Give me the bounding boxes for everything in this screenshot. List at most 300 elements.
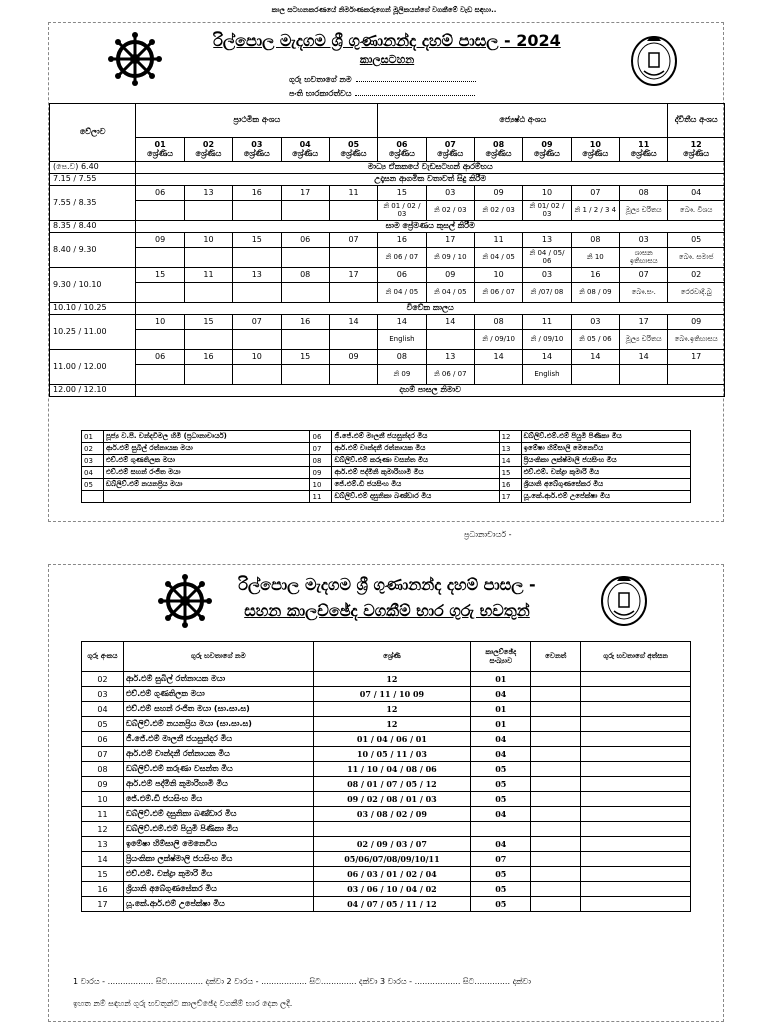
staff-number: 04 xyxy=(82,467,104,479)
signature-cell xyxy=(581,762,691,777)
teacher-number-cell: 06 xyxy=(378,268,426,283)
teacher-number-cell: 03 xyxy=(620,233,668,248)
grade-number: 12 xyxy=(690,140,702,150)
teacher-number-cell: 15 xyxy=(233,233,281,248)
other-header: වෙනත් xyxy=(531,642,581,672)
time-cell: 9.30 / 10.10 xyxy=(50,268,136,303)
staff-number: 07 xyxy=(310,443,332,455)
timetable-row xyxy=(50,315,725,330)
page-subtitle: කාලසටහන xyxy=(359,53,415,66)
time-cell: 7.55 / 8.35 xyxy=(50,186,136,221)
grade-header xyxy=(474,138,522,162)
other-cell xyxy=(531,897,581,912)
teacher-name: එච්.එම්. චන්ද්‍රා කුමාරි මිය xyxy=(123,867,313,882)
grade-label: ශ්‍රේණිය xyxy=(437,148,464,158)
other-cell xyxy=(531,762,581,777)
grade-label: ශ්‍රේණිය xyxy=(534,148,560,158)
signature-cell xyxy=(581,792,691,807)
teacher-name: ඩබ්ලිව්.එම්.එම් පියුමි පිණිකා මිය xyxy=(123,822,313,837)
teacher-grades: 07 / 11 / 10 09 xyxy=(313,687,471,702)
subject-cell xyxy=(184,365,232,385)
teacher-number: 10 xyxy=(82,792,124,807)
teacher-grades: 03 / 06 / 10 / 04 / 02 xyxy=(313,882,471,897)
staff-name: ඩබ්ලිව්.එම්.එම් පියුමි පිණිකා මිය xyxy=(521,431,690,443)
subject-cell xyxy=(281,330,329,350)
timetable-banner-row xyxy=(50,303,725,315)
teacher-number: 07 xyxy=(82,747,124,762)
signature-cell xyxy=(581,702,691,717)
subject-cell: නි /07/ 08 xyxy=(523,283,571,303)
teacher-number-cell: 11 xyxy=(329,186,377,201)
teacher-number-cell: 17 xyxy=(281,186,329,201)
time-cell: 12.00 / 12.10 xyxy=(50,385,136,397)
grade-label: ශ්‍රේණිය xyxy=(195,148,222,158)
teacher-row xyxy=(82,822,691,837)
grade-number: 04 xyxy=(299,140,311,150)
other-cell xyxy=(531,732,581,747)
teacher-number: 14 xyxy=(82,852,124,867)
subject-cell xyxy=(233,283,281,303)
teacher-number-cell: 06 xyxy=(136,350,184,365)
timetable-row xyxy=(50,350,725,365)
time-header: වේලාව xyxy=(50,104,136,162)
primary-section-header: ප්‍රාථමික අංශය xyxy=(136,104,378,138)
teacher-row xyxy=(82,852,691,867)
subject-cell xyxy=(281,248,329,268)
subject-cell xyxy=(233,248,281,268)
subject-cell: English xyxy=(523,365,571,385)
teacher-row xyxy=(82,687,691,702)
page-title: රිල්පොල මැදගම ශ්‍රී ගුණානන්ද දහම් පාසල - 2024 xyxy=(213,31,561,50)
teacher-number-cell: 03 xyxy=(523,268,571,283)
staff-number: 09 xyxy=(310,467,332,479)
subject-cell: නි 02 / 03 xyxy=(474,201,522,221)
grade-label: ශ්‍රේණිය xyxy=(683,148,710,158)
teacher-grades: 12 xyxy=(313,717,471,732)
teacher-number-cell: 09 xyxy=(668,315,725,330)
teacher-number-cell: 07 xyxy=(233,315,281,330)
timetable xyxy=(49,103,725,397)
teacher-grades: 01 / 04 / 06 / 01 xyxy=(313,732,471,747)
teacher-row xyxy=(82,882,691,897)
other-cell xyxy=(531,687,581,702)
subject-cell: නි 06 / 07 xyxy=(474,283,522,303)
banner-cell: සාම ප්‍රේමණය කුසල් කිරීම xyxy=(136,221,725,233)
staff-list xyxy=(81,430,691,503)
signature-cell xyxy=(581,897,691,912)
timetable-subrow xyxy=(50,248,725,268)
teacher-number-cell: 02 xyxy=(668,268,725,283)
teacher-number-cell: 07 xyxy=(620,268,668,283)
period-count: 04 xyxy=(471,807,531,822)
grade-label: ශ්‍රේණිය xyxy=(388,148,415,158)
teacher-number-cell: 07 xyxy=(329,233,377,248)
teacher-row xyxy=(82,897,691,912)
teacher-grades: 02 / 09 / 03 / 07 xyxy=(313,837,471,852)
teacher-grades: 08 / 01 / 07 / 05 / 12 xyxy=(313,777,471,792)
subject-cell xyxy=(329,201,377,221)
grade-label: ශ්‍රේණිය xyxy=(147,148,174,158)
teacher-name: ඩබ්ලිව්.එම් කරුණා වසන්ත මිය xyxy=(123,762,313,777)
subject-cell: නි 06 / 07 xyxy=(426,365,474,385)
teacher-number-cell: 14 xyxy=(426,315,474,330)
teacher-number-cell: 14 xyxy=(620,350,668,365)
teacher-number-cell: 13 xyxy=(184,186,232,201)
period-count-header: කාලච්ඡේද සංඛ්‍යාව xyxy=(471,642,531,672)
grades-header: ශ්‍රේණි xyxy=(313,642,471,672)
teacher-name: ශ්‍රියානි අබේගුණසේකර මිය xyxy=(123,882,313,897)
grade-label: ශ්‍රේණිය xyxy=(292,148,319,158)
signature-cell xyxy=(581,687,691,702)
teacher-grades: 10 / 05 / 11 / 03 xyxy=(313,747,471,762)
teacher-number-cell: 15 xyxy=(378,186,426,201)
teacher-number-cell: 17 xyxy=(668,350,725,365)
teacher-name: ආර්.එම් පද්මිනි කුමාරිහාමි මිය xyxy=(123,777,313,792)
teacher-number-cell: 09 xyxy=(329,350,377,365)
staff-name: එච්.එම්. චන්ද්‍රා කුමාරි මිය xyxy=(521,467,690,479)
teacher-number-cell: 17 xyxy=(329,268,377,283)
teacher-row xyxy=(82,762,691,777)
subject-cell xyxy=(184,248,232,268)
grade-number: 03 xyxy=(251,140,263,150)
time-cell: (පෙ.ව) 6.40 xyxy=(50,162,136,174)
grade-label: ශ්‍රේණිය xyxy=(243,148,270,158)
staff-name xyxy=(104,491,310,503)
confirmation-line: ඉහත නම් සඳහන් ගුරු භවතුන්ට කාලච්ඡේද වගකීම් භාර දෙන ලදී. xyxy=(73,999,293,1008)
teacher-number-cell: 11 xyxy=(474,233,522,248)
page-title: රිල්පොල මැදගම ශ්‍රී ගුණානන්ද දහම් පාසල - xyxy=(238,575,536,594)
subject-cell xyxy=(233,365,281,385)
teacher-responsibility-page xyxy=(48,564,724,1022)
subject-cell: නි 09 / 10 xyxy=(426,248,474,268)
signature-cell xyxy=(581,717,691,732)
teacher-number-cell: 13 xyxy=(233,268,281,283)
other-cell xyxy=(531,837,581,852)
teacher-number-cell: 08 xyxy=(281,268,329,283)
staff-name: ඩබ්ලිව්.එම් නයනප්‍රිය මයා xyxy=(104,479,310,491)
teacher-number-cell: 10 xyxy=(474,268,522,283)
teacher-number-cell: 16 xyxy=(184,350,232,365)
staff-number xyxy=(82,491,104,503)
subject-cell: නි 05 / 06 xyxy=(571,330,619,350)
subject-cell xyxy=(281,201,329,221)
subject-cell xyxy=(136,201,184,221)
grade-number: 06 xyxy=(396,140,408,150)
subject-cell xyxy=(233,201,281,221)
other-cell xyxy=(531,882,581,897)
banner-cell: විවේක කාලය xyxy=(136,303,725,315)
signature-cell xyxy=(581,837,691,852)
banner-cell: මාධ්‍ය ඒකකයේ වැඩසටහන් ආරම්භය xyxy=(136,162,725,174)
teacher-number: 02 xyxy=(82,672,124,687)
subject-cell: නි 01 / 02 / 03 xyxy=(378,201,426,221)
subject-cell: නි 10 xyxy=(571,248,619,268)
teacher-grades: 06 / 03 / 01 / 02 / 04 xyxy=(313,867,471,882)
grade-header xyxy=(184,138,232,162)
teacher-row xyxy=(82,702,691,717)
subject-cell: නි 04 / 05 xyxy=(378,283,426,303)
teacher-number-cell: 14 xyxy=(329,315,377,330)
subject-cell: බෞ.ඉතිහාසය xyxy=(668,330,725,350)
teacher-number-cell: 10 xyxy=(523,186,571,201)
teacher-number-cell: 03 xyxy=(426,186,474,201)
subject-cell: නි 1 / 2 / 3 4 xyxy=(571,201,619,221)
subject-cell: නි 04 / 05/ 06 xyxy=(523,248,571,268)
secondary-section-header: ද්විතීය අංශය xyxy=(668,104,725,138)
subject-cell xyxy=(329,283,377,303)
teacher-number-cell: 10 xyxy=(233,350,281,365)
staff-number: 01 xyxy=(82,431,104,443)
subject-cell xyxy=(184,201,232,221)
timetable-banner-row xyxy=(50,221,725,233)
junior-section-header: ජ්‍යෙෂ්ඨ අංශය xyxy=(378,104,668,138)
time-cell: 7.15 / 7.55 xyxy=(50,174,136,186)
staff-name: එච්.එම් ගුණතිලක මයා xyxy=(104,455,310,467)
teacher-name: ඩබ්ලිව්.එම් නයනප්‍රිය මයා (සා.සා.ස) xyxy=(123,717,313,732)
period-count xyxy=(471,822,531,837)
staff-row xyxy=(82,455,691,467)
other-cell xyxy=(531,867,581,882)
teacher-number-cell: 09 xyxy=(426,268,474,283)
grade-number: 10 xyxy=(589,140,601,150)
signature-cell xyxy=(581,852,691,867)
subject-cell: මූල්‍ය චරිතය xyxy=(620,201,668,221)
subject-cell: බෞ. සමාජ xyxy=(668,248,725,268)
teacher-number: 13 xyxy=(82,837,124,852)
period-count: 05 xyxy=(471,867,531,882)
teacher-row xyxy=(82,867,691,882)
timetable-row xyxy=(50,268,725,283)
staff-number: 10 xyxy=(310,479,332,491)
signature-cell xyxy=(581,882,691,897)
teacher-name: ජී.ජේ.එම් මාලනී ජයසුන්දර මිය xyxy=(123,732,313,747)
subject-cell: බෞ.සං. xyxy=(620,283,668,303)
teacher-number: 09 xyxy=(82,777,124,792)
teacher-row xyxy=(82,672,691,687)
staff-number: 03 xyxy=(82,455,104,467)
grade-number: 02 xyxy=(202,140,215,150)
grade-header xyxy=(136,138,184,162)
other-cell xyxy=(531,792,581,807)
staff-number: 02 xyxy=(82,443,104,455)
teacher-grades: 05/06/07/08/09/10/11 xyxy=(313,852,471,867)
subject-cell xyxy=(136,330,184,350)
subject-cell: නි 04 / 05 xyxy=(474,248,522,268)
other-cell xyxy=(531,777,581,792)
teacher-row xyxy=(82,717,691,732)
teacher-number-cell: 16 xyxy=(233,186,281,201)
signature-cell xyxy=(581,732,691,747)
timetable-page xyxy=(48,22,724,522)
timetable-banner-row xyxy=(50,174,725,186)
period-count: 04 xyxy=(471,732,531,747)
subject-cell: නි / 09/10 xyxy=(523,330,571,350)
subject-cell xyxy=(474,365,522,385)
teacher-name: ඩබ්ලිව්.එම් දසුනිකා බණ්ඩාර මිය xyxy=(123,807,313,822)
teacher-row xyxy=(82,837,691,852)
teacher-number: 12 xyxy=(82,822,124,837)
teacher-grades xyxy=(313,822,471,837)
time-cell: 10.10 / 10.25 xyxy=(50,303,136,315)
subject-cell xyxy=(136,365,184,385)
teacher-number-cell: 15 xyxy=(184,315,232,330)
teacher-number: 04 xyxy=(82,702,124,717)
timetable-subrow xyxy=(50,365,725,385)
teacher-row xyxy=(82,732,691,747)
period-count: 01 xyxy=(471,672,531,687)
staff-number: 14 xyxy=(499,455,521,467)
teacher-grades: 11 / 10 / 04 / 08 / 06 xyxy=(313,762,471,777)
teacher-number-cell: 15 xyxy=(281,350,329,365)
teacher-number-header: ගුරු අංකය xyxy=(82,642,124,672)
staff-name: ඉමේෂා හිම්සාලි මෙනෙවිය xyxy=(521,443,690,455)
time-cell: 11.00 / 12.00 xyxy=(50,350,136,385)
period-count: 04 xyxy=(471,747,531,762)
grade-label: ශ්‍රේණිය xyxy=(582,148,609,158)
subject-cell xyxy=(184,283,232,303)
teacher-name: ආර්.එම් සුබිල් රත්නායක මයා xyxy=(123,672,313,687)
teacher-name: යූ.කේ.ආර්.එම් උපේක්ෂා මිය xyxy=(123,897,313,912)
page-subtitle: සහන කාලච්ඡේද වගකීම් භාර ගුරු භවතුන් xyxy=(244,601,530,620)
teacher-row xyxy=(82,747,691,762)
teacher-number-cell: 13 xyxy=(426,350,474,365)
teacher-number-cell: 14 xyxy=(523,350,571,365)
teacher-name: ඉමේෂා හිම්සාලි මෙනෙවිය xyxy=(123,837,313,852)
period-count: 05 xyxy=(471,762,531,777)
period-count: 05 xyxy=(471,777,531,792)
staff-name: ආර්.එම් පද්මිනි කුමාරිහාමි මිය xyxy=(332,467,499,479)
teacher-number-cell: 16 xyxy=(281,315,329,330)
staff-number: 15 xyxy=(499,467,521,479)
teacher-number-cell: 09 xyxy=(136,233,184,248)
teacher-number-cell: 05 xyxy=(668,233,725,248)
teacher-number: 11 xyxy=(82,807,124,822)
other-cell xyxy=(531,672,581,687)
other-cell xyxy=(531,807,581,822)
other-cell xyxy=(531,717,581,732)
staff-row xyxy=(82,491,691,503)
subject-cell xyxy=(136,248,184,268)
teacher-number: 03 xyxy=(82,687,124,702)
staff-name: ඩබ්ලිව්.එම් කරුණා වසන්ත මිය xyxy=(332,455,499,467)
teacher-name: ප්‍රියංකිකා ලක්ෂ්මාලි ජයසිංහ මිය xyxy=(123,852,313,867)
top-note: කාල සටහනකරණයේ නිර්මාණකරුගෙන් මූලිකයන්ගේ වගකීමේ වැඩ සඳහා.. xyxy=(271,6,497,14)
teacher-number: 15 xyxy=(82,867,124,882)
responsibility-table xyxy=(81,641,691,912)
teacher-grades: 12 xyxy=(313,672,471,687)
staff-name: ආර්.එම් සුබිල් රත්නායක මයා xyxy=(104,443,310,455)
teacher-grades: 09 / 02 / 08 / 01 / 03 xyxy=(313,792,471,807)
teacher-number-cell: 11 xyxy=(523,315,571,330)
grade-header xyxy=(378,138,426,162)
grade-header xyxy=(426,138,474,162)
staff-row xyxy=(82,443,691,455)
teacher-number-cell: 17 xyxy=(620,315,668,330)
teacher-number: 06 xyxy=(82,732,124,747)
teacher-number-cell: 08 xyxy=(571,233,619,248)
teacher-number-cell: 06 xyxy=(136,186,184,201)
subject-cell: නි 04 / 05 xyxy=(426,283,474,303)
teacher-number-cell: 10 xyxy=(136,315,184,330)
staff-name: පූජ්‍ය ව.පී. චන්දවිමල හිමි (ප්‍රධානාචාර්ය) xyxy=(104,431,310,443)
teacher-number-cell: 10 xyxy=(184,233,232,248)
subject-cell xyxy=(329,248,377,268)
timetable-subrow xyxy=(50,201,725,221)
timetable-row xyxy=(50,186,725,201)
teacher-name: එච්.එම් සහන් රංජිත මයා (සා.සා.ස) xyxy=(123,702,313,717)
grade-header xyxy=(571,138,619,162)
subject-cell xyxy=(136,283,184,303)
grade-header xyxy=(233,138,281,162)
teacher-number: 08 xyxy=(82,762,124,777)
subject-cell: ශාසන ඉතිහාසය xyxy=(620,248,668,268)
period-count: 07 xyxy=(471,852,531,867)
time-cell: 8.35 / 8.40 xyxy=(50,221,136,233)
grade-header xyxy=(668,138,725,162)
teacher-number-cell: 17 xyxy=(426,233,474,248)
time-cell: 10.25 / 11.00 xyxy=(50,315,136,350)
teacher-number-cell: 16 xyxy=(378,233,426,248)
subject-cell: නි 09 xyxy=(378,365,426,385)
time-cell: 8.40 / 9.30 xyxy=(50,233,136,268)
subject-cell: රෙරවාදී.බු xyxy=(668,283,725,303)
period-count: 01 xyxy=(471,717,531,732)
staff-row xyxy=(82,467,691,479)
teacher-grades: 12 xyxy=(313,702,471,717)
subject-cell: බෞ. විශය xyxy=(668,201,725,221)
teacher-number: 17 xyxy=(82,897,124,912)
subject-cell xyxy=(329,330,377,350)
grade-number: 11 xyxy=(638,140,650,150)
teacher-number-cell: 08 xyxy=(474,315,522,330)
subject-cell xyxy=(329,365,377,385)
teacher-number-cell: 11 xyxy=(184,268,232,283)
teacher-number-cell: 09 xyxy=(474,186,522,201)
staff-row xyxy=(82,431,691,443)
teacher-number: 05 xyxy=(82,717,124,732)
teacher-number-cell: 03 xyxy=(571,315,619,330)
teacher-number-cell: 14 xyxy=(474,350,522,365)
other-cell xyxy=(531,702,581,717)
teacher-number-cell: 14 xyxy=(378,315,426,330)
teacher-number-cell: 08 xyxy=(620,186,668,201)
grade-header xyxy=(281,138,329,162)
teacher-number-cell: 08 xyxy=(378,350,426,365)
staff-number: 17 xyxy=(499,491,521,503)
grade-header xyxy=(620,138,668,162)
teacher-row xyxy=(82,777,691,792)
staff-name: යූ.කේ.ආර්.එම් උපේක්ෂා මිය xyxy=(521,491,690,503)
teacher-number-cell: 13 xyxy=(523,233,571,248)
signature-cell xyxy=(581,672,691,687)
staff-name: එච්.එම් සහන් රංජිත මයා xyxy=(104,467,310,479)
staff-name: ප්‍රියංකිකා ලක්ෂ්මාලි ජයසිංහ මිය xyxy=(521,455,690,467)
other-cell xyxy=(531,852,581,867)
grade-header xyxy=(523,138,571,162)
teacher-grades: 04 / 07 / 05 / 11 / 12 xyxy=(313,897,471,912)
subject-cell: නි 08 / 09 xyxy=(571,283,619,303)
signature-header: ගුරු භවතාගේ අත්සන xyxy=(581,642,691,672)
period-count: 05 xyxy=(471,792,531,807)
grade-header xyxy=(329,138,377,162)
period-count: 04 xyxy=(471,837,531,852)
subject-cell xyxy=(668,365,725,385)
principal-signature-label: ප්‍රධානාචාර්ය - xyxy=(464,530,512,539)
timetable-subrow xyxy=(50,283,725,303)
teacher-number-cell: 06 xyxy=(281,233,329,248)
subject-cell xyxy=(426,330,474,350)
staff-number: 05 xyxy=(82,479,104,491)
